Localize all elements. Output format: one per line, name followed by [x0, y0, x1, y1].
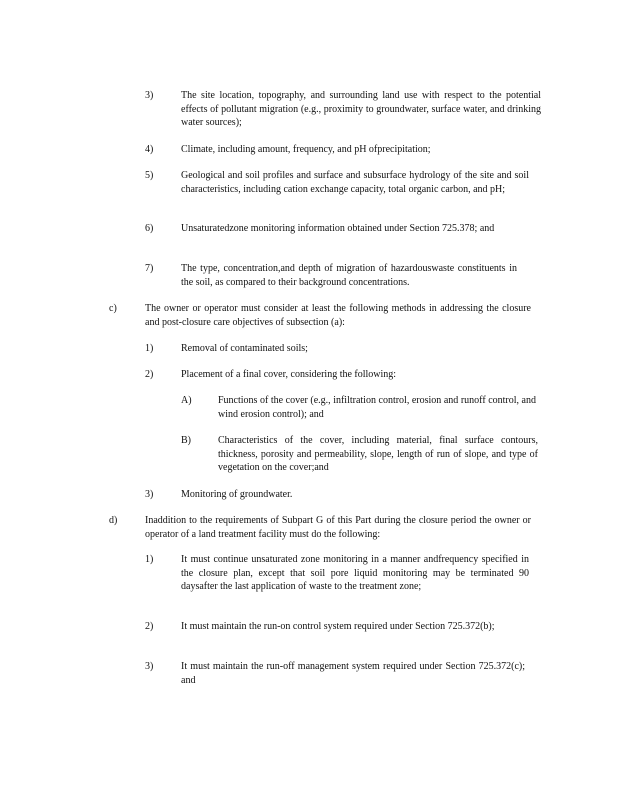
list-item: It must continue unsaturated zone monitoring in a manner andfrequency specified in the closure plan, except that soil pore liquid monitoring may be terminated 90 daysafter the last application of waste to the treatment zone;: [181, 554, 529, 592]
item-label: 3): [145, 489, 154, 500]
section-text: The owner or operator must consider at least the following methods in addressing the closure and post-closure care objectives of subsection (a):: [145, 303, 531, 328]
item-label: 6): [145, 223, 154, 234]
subitem-label: A): [181, 395, 192, 406]
section-label: d): [109, 515, 118, 526]
item-label: 7): [145, 263, 154, 274]
section-text: Inaddition to the requirements of Subpart G of this Part during the closure period the owner or operator of a land treatment facility must do the following:: [145, 515, 531, 540]
item-label: 1): [145, 554, 154, 565]
list-item: Monitoring of groundwater.: [181, 489, 293, 500]
item-label: 5): [145, 170, 154, 181]
list-item: It must maintain the run-on control system required under Section 725.372(b);: [181, 621, 495, 632]
sub-list-item: Functions of the cover (e.g., infiltration control, erosion and runoff control, and wind erosion control); and: [218, 395, 536, 420]
list-item: Geological and soil profiles and surface and subsurface hydrology of the site and soil characteristics, including cation exchange capacity, total organic carbon, and pH;: [181, 170, 529, 195]
sub-list-item: Characteristics of the cover, including material, final surface contours, thickness, porosity and permeability, slope, length of run of slope, and type of vegetation on the cover;and: [218, 435, 538, 473]
subitem-label: B): [181, 435, 191, 446]
section-label: c): [109, 303, 117, 314]
list-item: The site location, topography, and surrounding land use with respect to the potential effects of pollutant migration (e.g., proximity to groundwater, surface water, and drinking water sources);: [181, 90, 541, 128]
item-label: 3): [145, 90, 154, 101]
item-label: 4): [145, 144, 154, 155]
item-label: 3): [145, 661, 154, 672]
item-label: 2): [145, 621, 154, 632]
list-item: Unsaturatedzone monitoring information obtained under Section 725.378; and: [181, 223, 495, 234]
list-item: Removal of contaminated soils;: [181, 343, 308, 354]
list-item: Placement of a final cover, considering the following:: [181, 369, 397, 380]
list-item: It must maintain the run-off management system required under Section 725.372(c); and: [181, 661, 525, 686]
item-label: 2): [145, 369, 154, 380]
item-label: 1): [145, 343, 154, 354]
list-item: Climate, including amount, frequency, and pH ofprecipitation;: [181, 144, 431, 155]
list-item: The type, concentration,and depth of migration of hazardouswaste constituents in the soil, as compared to their background concentrations.: [181, 263, 517, 288]
